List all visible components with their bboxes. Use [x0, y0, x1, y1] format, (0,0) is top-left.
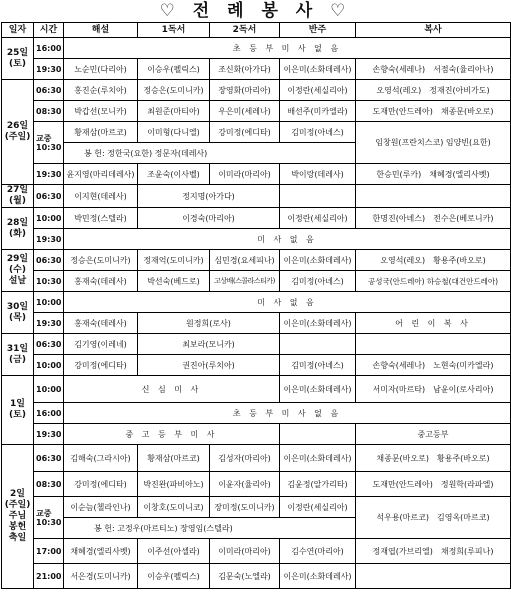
notice-cell: 미 사 없 음: [64, 292, 511, 313]
reading1-cell: 박선숙(베드로): [138, 271, 210, 292]
reading1-cell: 정재억(도미니카): [138, 250, 210, 271]
table-row: [2, 80, 511, 101]
day-cell: 29일 (수) 설날: [2, 250, 34, 292]
commentary-cell: 윤지영(마리데레사): [64, 164, 138, 185]
server-cell: 석우용(마르코) 김영옥(마르코): [356, 497, 511, 539]
reading2-cell: 강미정(에디타): [210, 122, 280, 143]
table-row: [2, 445, 511, 472]
table-row: [2, 376, 511, 403]
time-cell: 16:00: [34, 403, 64, 424]
accompaniment-cell: 이은미(소화데레사): [280, 59, 356, 80]
commentary-cell: 노순민(다리아): [64, 59, 138, 80]
table-row: [2, 229, 511, 250]
reading2-cell: 심민경(요세피나): [210, 250, 280, 271]
accompaniment-cell: [280, 185, 356, 208]
time-cell: 08:30: [34, 472, 64, 497]
accompaniment-cell: 김미정(아녜스): [280, 355, 356, 376]
table-row: [2, 208, 511, 229]
commentary-cell: 김해숙(그라시아): [64, 445, 138, 472]
server-cell: 임창원(프란치스코) 임양빈(요한): [356, 122, 511, 164]
reading1-cell: 이승우(펠릭스): [138, 564, 210, 589]
commentary-cell: 정승은(도미니카): [64, 250, 138, 271]
table-row: [2, 424, 511, 445]
time-cell: 19:30: [34, 164, 64, 185]
commentary-cell: 김기영(이레네): [64, 334, 138, 355]
accompaniment-cell: 이은미(소화데레사): [280, 376, 356, 403]
commentary-cell: 이지현(데레사): [64, 185, 138, 208]
reading1-cell: 최원준(마티아): [138, 101, 210, 122]
server-cell: 손향숙(세레나) 서점숙(율리아나): [356, 59, 511, 80]
table-row: [2, 250, 511, 271]
reading2-cell: 고상배(스콜라스티카): [210, 271, 280, 292]
table-row: [2, 539, 511, 564]
accompaniment-cell: 이은미(소화데레사): [280, 313, 356, 334]
reading2-cell: 장영화(마리아): [210, 80, 280, 101]
time-cell: 교중 10:30: [34, 497, 64, 539]
accompaniment-cell: 박이랑(데레사): [280, 164, 356, 185]
server-cell: 중고등부: [356, 424, 511, 445]
accompaniment-cell: 이정란(세실리아): [280, 80, 356, 101]
notice-cell: 미 사 없 음: [64, 229, 511, 250]
day-cell: 1일 (토): [2, 376, 34, 445]
table-row: [2, 564, 511, 589]
table-row: [2, 313, 511, 334]
reading1-cell: 이창호(도미니코): [138, 497, 210, 518]
page-title: ♡ 전 례 봉 사 ♡: [159, 1, 352, 21]
commentary-cell: 채혜경(엘리사벳): [64, 539, 138, 564]
server-cell: 오영석(레오) 정재진(아비가도): [356, 80, 511, 101]
time-cell: 06:30: [34, 80, 64, 101]
accompaniment-cell: [280, 424, 356, 445]
reading1-cell: 정승은(도미니카): [138, 80, 210, 101]
header-commentary: 해설: [64, 23, 138, 38]
commentary-cell: 서은경(도미니카): [64, 564, 138, 589]
table-row: [2, 271, 511, 292]
day-cell: 30일 (목): [2, 292, 34, 334]
accompaniment-cell: 이은미(소화데레사): [280, 564, 356, 589]
reading2-cell: 장미정(도미니카): [210, 497, 280, 518]
server-cell: 손향숙(세레나) 노현숙(미카엘라): [356, 355, 511, 376]
accompaniment-cell: 이은미(소화데레사): [280, 445, 356, 472]
server-cell: 채종문(바오로) 황용주(바오로): [356, 445, 511, 472]
day-cell: 31일 (금): [2, 334, 34, 376]
time-cell: 19:30: [34, 424, 64, 445]
header-accompaniment: 반주: [280, 23, 356, 38]
time-cell: 19:30: [34, 229, 64, 250]
notice-cell: 초 등 부 미 사 없 음: [64, 38, 511, 59]
table-row: [2, 334, 511, 355]
commentary-cell: 이순늠(첼라인나): [64, 497, 138, 518]
table-row: [2, 292, 511, 313]
time-cell: 16:00: [34, 38, 64, 59]
header-reading1: 1독서: [138, 23, 210, 38]
reading2-cell: 이윤자(율리아): [210, 472, 280, 497]
reading1-cell: 권진아(루치아): [138, 355, 280, 376]
server-cell: 정재엽(가브리엘) 채정희(루피나): [356, 539, 511, 564]
commentary-cell: 박민정(스텔라): [64, 208, 138, 229]
commentary-cell: 홍진순(루치아): [64, 80, 138, 101]
table-row: [2, 122, 511, 143]
offering-cell: 봉 헌: 정한국(요한) 정문자(데레사): [64, 143, 356, 164]
server-cell: 오영석(레오) 황용주(바오로): [356, 250, 511, 271]
header-time: 시간: [34, 23, 64, 38]
reading2-cell: 우은미(세레나): [210, 101, 280, 122]
time-cell: 19:30: [34, 59, 64, 80]
commentary-cell: 홍재숙(데레사): [64, 313, 138, 334]
header-server: 복사: [356, 23, 511, 38]
server-cell: [356, 185, 511, 208]
header-date: 일자: [2, 23, 34, 38]
reading1-cell: 이미형(다니엘): [138, 122, 210, 143]
time-cell: 06:30: [34, 334, 64, 355]
reading1-cell: 황재삼(마르코): [138, 445, 210, 472]
reading1-cell: 최보라(모니카): [138, 334, 280, 355]
commentary-cell: 홍재숙(데레사): [64, 271, 138, 292]
reading1-cell: 이경숙(마리아): [138, 208, 280, 229]
accompaniment-cell: 이정란(세실리아): [280, 208, 356, 229]
server-cell: 도재만(안드레아) 채종문(바오로): [356, 101, 511, 122]
table-row: [2, 101, 511, 122]
time-cell: 10:00: [34, 376, 64, 403]
time-cell: 17:00: [34, 539, 64, 564]
reading2-cell: 이미라(마리아): [210, 164, 280, 185]
time-cell: 06:30: [34, 185, 64, 208]
commentary-cell: 박갑선(모니카): [64, 101, 138, 122]
accompaniment-cell: 배선주(미카엘라): [280, 101, 356, 122]
accompaniment-cell: 김미정(아녜스): [280, 122, 356, 143]
server-cell: 도재만(안드레아) 정원학(라파엘): [356, 472, 511, 497]
server-cell: 한승민(루카) 채혜경(엘리사벳): [356, 164, 511, 185]
notice-cell: 초 등 부 미 사 없 음: [64, 403, 511, 424]
schedule-table: [1, 22, 511, 589]
reading1-cell: 이주선(아셀라): [138, 539, 210, 564]
day-cell: 27일 (월): [2, 185, 34, 208]
commentary-cell: 황재삼(마르코): [64, 122, 138, 143]
table-row: [2, 59, 511, 80]
time-cell: 10:00: [34, 292, 64, 313]
table-row: [2, 497, 511, 518]
reading2-cell: 조신화(아가다): [210, 59, 280, 80]
accompaniment-cell: 김미정(아녜스): [280, 271, 356, 292]
table-row: [2, 403, 511, 424]
accompaniment-cell: 이은미(소화데레사): [280, 250, 356, 271]
reading1-cell: 박진완(파비아노): [138, 472, 210, 497]
reading1-cell: 정지명(아가다): [138, 185, 280, 208]
server-cell: 공성국(안드레아) 하승철(대건안드레아): [356, 271, 511, 292]
time-cell: 06:30: [34, 445, 64, 472]
reading1-cell: 조윤숙(이사벨): [138, 164, 210, 185]
time-cell: 06:30: [34, 250, 64, 271]
table-row: [2, 355, 511, 376]
commentary-cell: 강미정(에디타): [64, 472, 138, 497]
time-cell: 19:30: [34, 313, 64, 334]
accompaniment-cell: 김수연(마리아): [280, 539, 356, 564]
day-cell: 2일 (주일) 주님 봉헌 축일: [2, 445, 34, 589]
table-row: [2, 472, 511, 497]
time-cell: 08:30: [34, 101, 64, 122]
day-cell: 25일 (토): [2, 38, 34, 80]
reading1-cell: 이승우(펠릭스): [138, 59, 210, 80]
reading1-cell: 원정희(로사): [138, 313, 280, 334]
server-cell: 어 린 이 복 사: [356, 313, 511, 334]
server-cell: [356, 334, 511, 355]
notice-cell: 신 심 미 사: [64, 376, 280, 403]
time-cell: 10:00: [34, 208, 64, 229]
reading2-cell: 김문숙(노엘라): [210, 564, 280, 589]
notice-cell: 중 고 등 부 미 사: [64, 424, 280, 445]
time-cell: 21:00: [34, 564, 64, 589]
reading2-cell: 이미라(마리아): [210, 539, 280, 564]
day-cell: 26일 (주일): [2, 80, 34, 185]
time-cell: 교중 10:30: [34, 122, 64, 164]
time-cell: 10:00: [34, 355, 64, 376]
commentary-cell: 강미정(에디타): [64, 355, 138, 376]
header-reading2: 2독서: [210, 23, 280, 38]
day-cell: 28일 (화): [2, 208, 34, 250]
table-row: [2, 164, 511, 185]
time-cell: 10:30: [34, 271, 64, 292]
table-row: [2, 38, 511, 59]
accompaniment-cell: [280, 334, 356, 355]
reading2-cell: 김성자(마리아): [210, 445, 280, 472]
server-cell: 한명진(아녜스) 전수은(베로니카): [356, 208, 511, 229]
server-cell: [356, 564, 511, 589]
accompaniment-cell: 김윤정(알가리타): [280, 472, 356, 497]
server-cell: 서미자(마르타) 남윤이(로사리아): [356, 376, 511, 403]
offering-cell: 봉 헌: 고정우(마르티노) 장영임(스텔라): [64, 518, 356, 539]
table-row: [2, 185, 511, 208]
header-row: [2, 23, 511, 38]
accompaniment-cell: 이정란(세실리아): [280, 497, 356, 518]
